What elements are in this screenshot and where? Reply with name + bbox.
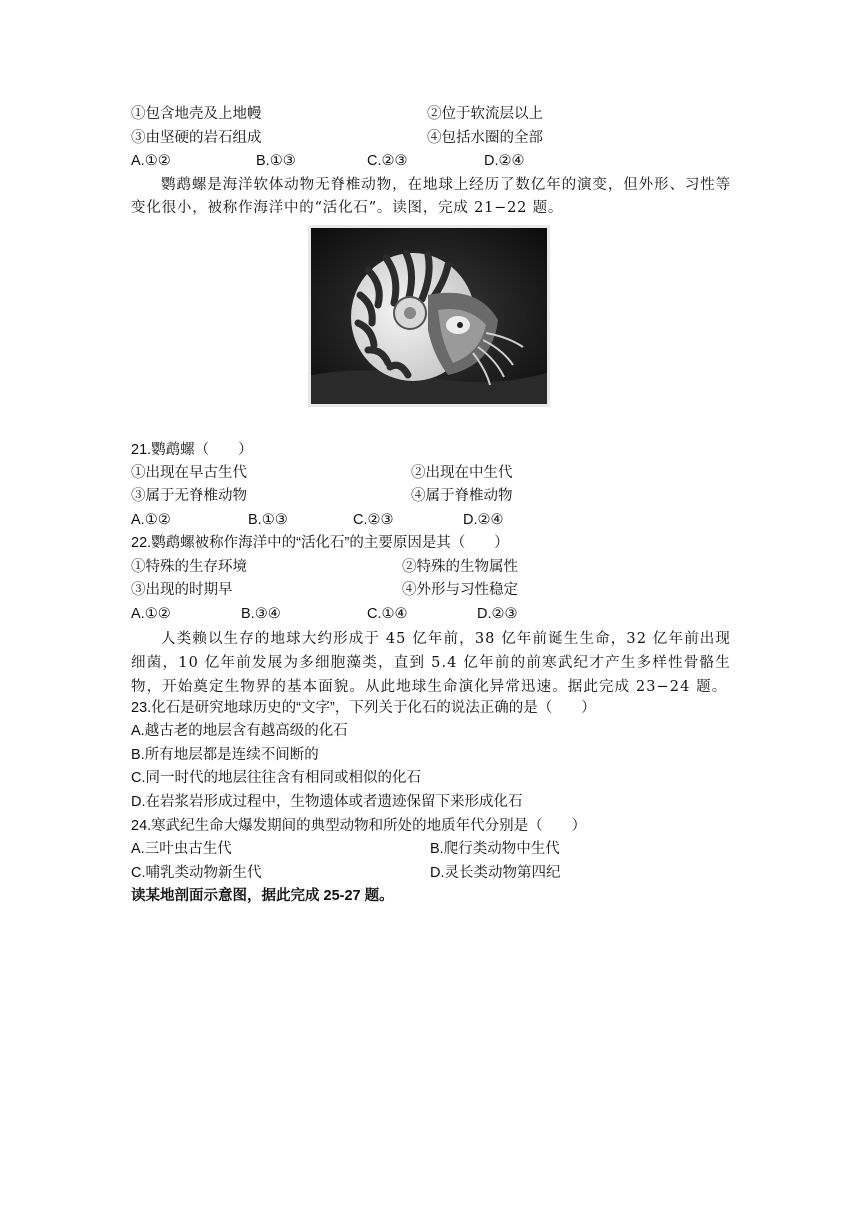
q21-statement-1: ①出现在早古生代 bbox=[131, 465, 247, 481]
q21-option-c[interactable]: C.②③ bbox=[353, 512, 394, 528]
answer-option-b[interactable]: B.①③ bbox=[256, 153, 296, 169]
q23-option-c[interactable]: C.同一时代的地层往往含有相同或相似的化石 bbox=[131, 770, 421, 786]
nautilus-intro-paragraph: 鹦鹉螺是海洋软体动物无脊椎动物，在地球上经历了数亿年的演变，但外形、习性等变化很小，被称作海洋中的“活化石”。读图，完成 21−22 题。 bbox=[131, 177, 731, 216]
answer-option-d[interactable]: D.②④ bbox=[484, 153, 525, 169]
q22-option-d[interactable]: D.②③ bbox=[477, 606, 518, 622]
q22-statement-1: ①特殊的生存环境 bbox=[131, 559, 247, 575]
option-statement-2: ②位于软流层以上 bbox=[427, 106, 543, 122]
option-statement-3: ③由坚硬的岩石组成 bbox=[131, 130, 262, 146]
q23-option-d[interactable]: D.在岩浆岩形成过程中，生物遗体或者遗迹保留下来形成化石 bbox=[131, 794, 523, 810]
q21-statement-2: ②出现在中生代 bbox=[411, 465, 513, 481]
q21-option-d[interactable]: D.②④ bbox=[463, 512, 504, 528]
question-23-stem: 23.化石是研究地球历史的“文字”，下列关于化石的说法正确的是（ ） bbox=[131, 700, 596, 716]
option-statement-1: ①包含地壳及上地幔 bbox=[131, 106, 262, 122]
nautilus-photo bbox=[308, 225, 550, 407]
q22-option-b[interactable]: B.③④ bbox=[241, 606, 281, 622]
q21-option-b[interactable]: B.①③ bbox=[248, 512, 288, 528]
q23-option-b[interactable]: B.所有地层都是连续不间断的 bbox=[131, 747, 319, 763]
answer-option-c[interactable]: C.②③ bbox=[367, 153, 408, 169]
option-statement-4: ④包括水圈的全部 bbox=[427, 130, 543, 146]
q21-statement-3: ③属于无脊椎动物 bbox=[131, 488, 247, 504]
q22-statement-3: ③出现的时期早 bbox=[131, 582, 233, 598]
life-evolution-intro-paragraph: 人类赖以生存的地球大约形成于 45 亿年前，38 亿年前诞生生命，32 亿年前出现细菌，10 亿年前发展为多细胞藻类，直到 5.4 亿年前的前寒武纪才产生多样性骨骼生物，开始奠定生物界的基本面貌。从此地球生命演化异常迅速。据此完成 23−24 题。 bbox=[131, 631, 731, 695]
q22-option-a[interactable]: A.①② bbox=[131, 606, 171, 622]
q23-option-a[interactable]: A.越古老的地层含有越高级的化石 bbox=[131, 723, 348, 739]
q24-option-d[interactable]: D.灵长类动物第四纪 bbox=[430, 865, 561, 881]
q22-statement-4: ④外形与习性稳定 bbox=[402, 582, 518, 598]
section-instruction-25-27: 读某地剖面示意图，据此完成 25-27 题。 bbox=[131, 888, 394, 904]
answer-option-a[interactable]: A.①② bbox=[131, 153, 171, 169]
q21-option-a[interactable]: A.①② bbox=[131, 512, 171, 528]
question-22-stem: 22.鹦鹉螺被称作海洋中的“活化石”的主要原因是其（ ） bbox=[131, 535, 509, 551]
q22-statement-2: ②特殊的生物属性 bbox=[402, 559, 518, 575]
question-24-stem: 24.寒武纪生命大爆发期间的典型动物和所处的地质年代分别是（ ） bbox=[131, 818, 587, 834]
question-21-stem: 21.鹦鹉螺（ ） bbox=[131, 442, 253, 458]
q24-option-b[interactable]: B.爬行类动物中生代 bbox=[430, 841, 560, 857]
q24-option-a[interactable]: A.三叶虫古生代 bbox=[131, 841, 232, 857]
q21-statement-4: ④属于脊椎动物 bbox=[411, 488, 513, 504]
q24-option-c[interactable]: C.哺乳类动物新生代 bbox=[131, 865, 262, 881]
q22-option-c[interactable]: C.①④ bbox=[367, 606, 408, 622]
